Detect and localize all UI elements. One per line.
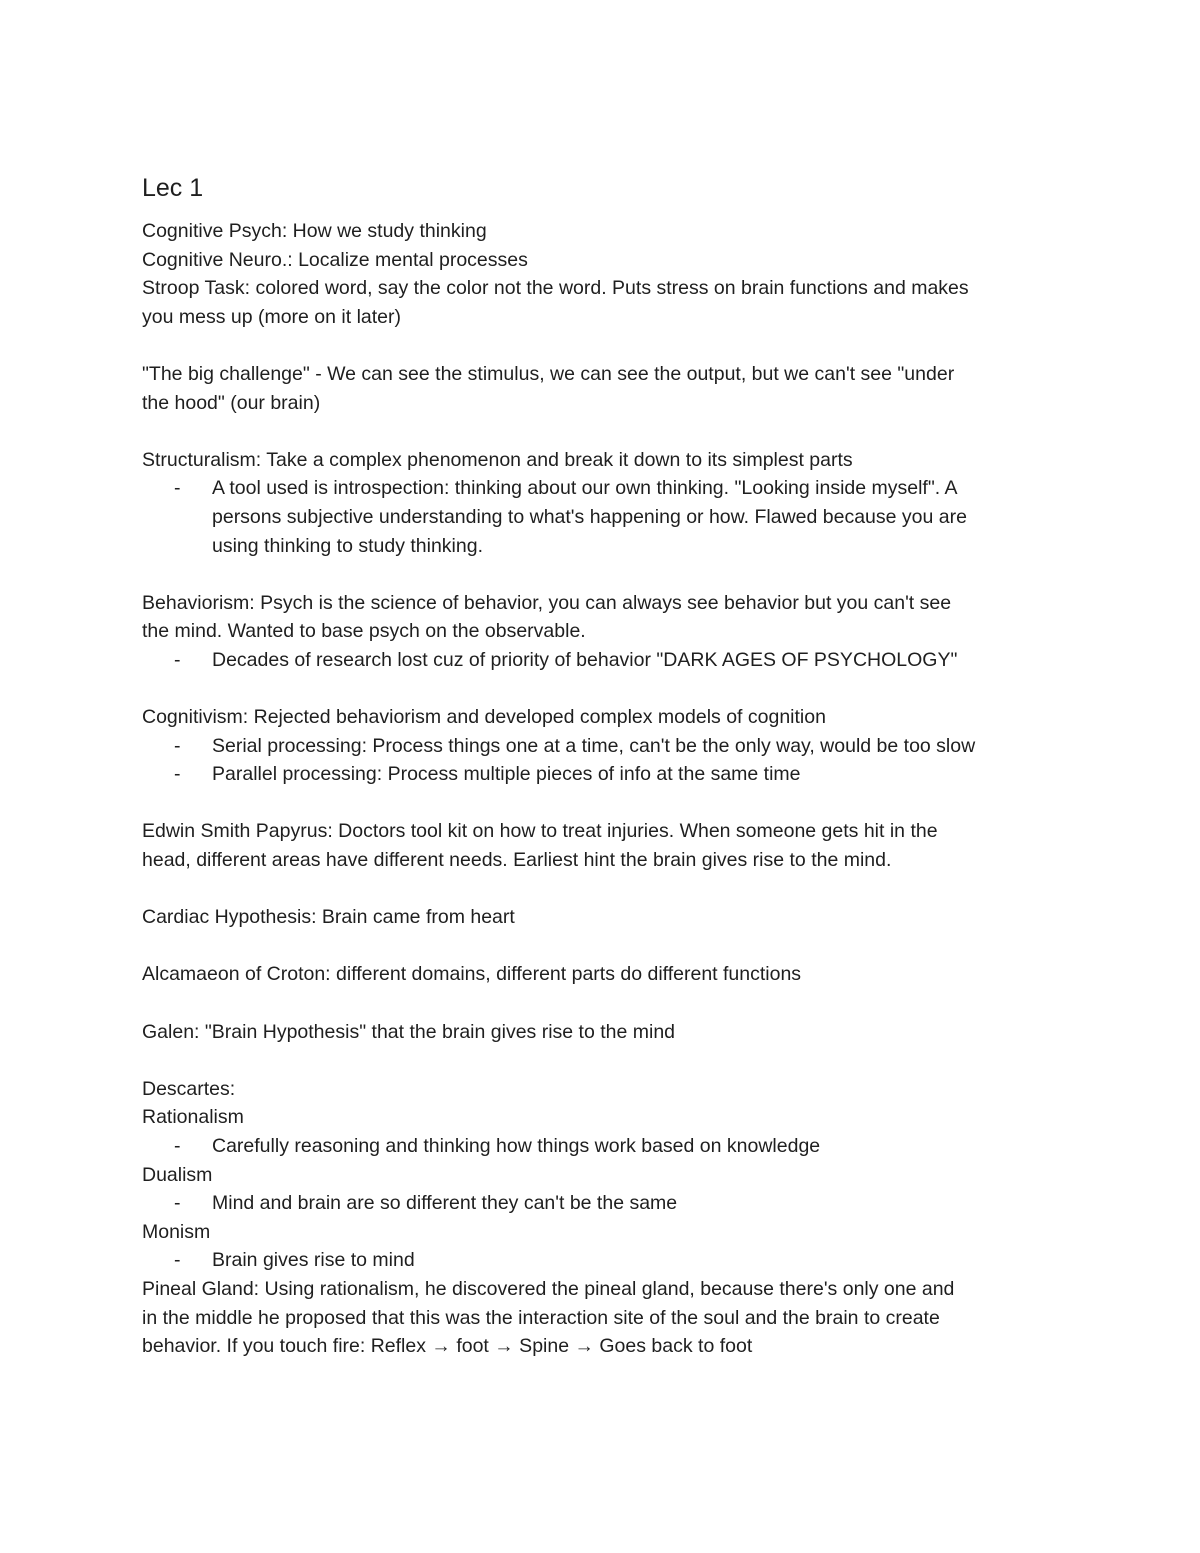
bullet-text: Carefully reasoning and thinking how things work based on knowledge (212, 1135, 821, 1157)
bullet-item (142, 1189, 1072, 1218)
paragraph-gap (142, 417, 1072, 446)
bullet-dash: - (174, 648, 181, 671)
text-line: "The big challenge" - We can see the stimulus, we can see the output, but we can't see "under (142, 362, 955, 385)
paragraph-gap (142, 932, 1072, 961)
bullet-dash: - (174, 1192, 181, 1215)
paragraph-gap (142, 789, 1072, 818)
text-line: the hood" (our brain) (142, 391, 321, 414)
text-line: in the middle he proposed that this was the interaction site of the soul and the brain to create (142, 1306, 940, 1329)
paragraph-gap (142, 675, 1072, 704)
bullet-text: using thinking to study thinking. (212, 534, 484, 557)
text-line: Dualism (142, 1163, 213, 1186)
bullet-text: A tool used is introspection: thinking about our own thinking. "Looking inside myself". A (212, 477, 958, 500)
page-title: Lec 1 (142, 174, 204, 202)
bullet-text: Serial processing: Process things one at a time, can't be the only way, would be too slow (212, 734, 976, 757)
text-line: Stroop Task: colored word, say the color not the word. Puts stress on brain functions and makes (142, 277, 969, 300)
text-line: Monism (142, 1220, 211, 1243)
bullet-item (142, 1246, 1072, 1275)
paragraph-gap (142, 875, 1072, 904)
bullet-item (142, 732, 1072, 761)
bullet-dash: - (174, 1249, 181, 1272)
paragraph-gap (142, 989, 1072, 1018)
text-line: Alcamaeon of Croton: different domains, different parts do different functions (142, 963, 802, 986)
bullet-item (142, 1132, 1072, 1161)
text-line: behavior. If you touch fire: Reflex → foot → Spine → Goes back to foot (142, 1335, 753, 1358)
text-line: Edwin Smith Papyrus: Doctors tool kit on how to treat injuries. When someone gets hit in the (142, 820, 938, 843)
bullet-item (142, 474, 1072, 503)
bullet-text: persons subjective understanding to what's happening or how. Flawed because you are (212, 505, 967, 528)
text-line: head, different areas have different needs. Earliest hint the brain gives rise to the mind. (142, 849, 892, 872)
bullet-dash: - (174, 1135, 181, 1157)
bullet-continuation (142, 503, 1072, 532)
text-line: Structuralism: Take a complex phenomenon and break it down to its simplest parts (142, 448, 853, 471)
text-line: Cardiac Hypothesis: Brain came from heart (142, 906, 515, 929)
text-line: you mess up (more on it later) (142, 305, 402, 328)
text-line: Cognitive Psych: How we study thinking (142, 220, 487, 242)
bullet-text: Mind and brain are so different they can't be the same (212, 1192, 678, 1215)
bullet-text: Parallel processing: Process multiple pieces of info at the same time (212, 763, 801, 786)
text-line: Galen: "Brain Hypothesis" that the brain gives rise to the mind (142, 1020, 676, 1043)
text-line: Pineal Gland: Using rationalism, he discovered the pineal gland, because there's only one and (142, 1277, 955, 1300)
text-line: Cognitivism: Rejected behaviorism and developed complex models of cognition (142, 706, 826, 729)
text-line: Descartes: (142, 1077, 236, 1100)
bullet-dash: - (174, 477, 181, 500)
bullet-item (142, 760, 1072, 789)
paragraph-gap (142, 331, 1072, 360)
paragraph-gap (142, 560, 1072, 589)
text-line: Cognitive Neuro.: Localize mental processes (142, 248, 528, 271)
bullet-dash: - (174, 734, 181, 757)
paragraph-gap (142, 1046, 1072, 1075)
bullet-text: Brain gives rise to mind (212, 1249, 415, 1272)
text-line: Rationalism (142, 1106, 244, 1129)
text-line: the mind. Wanted to base psych on the observable. (142, 620, 586, 643)
document-page (142, 171, 1072, 1361)
bullet-text: Decades of research lost cuz of priority of behavior "DARK AGES OF PSYCHOLOGY" (212, 648, 958, 671)
bullet-dash: - (174, 763, 181, 786)
bullet-item (142, 646, 1072, 675)
text-line: Behaviorism: Psych is the science of behavior, you can always see behavior but you can't see (142, 591, 952, 614)
bullet-continuation (142, 532, 1072, 561)
